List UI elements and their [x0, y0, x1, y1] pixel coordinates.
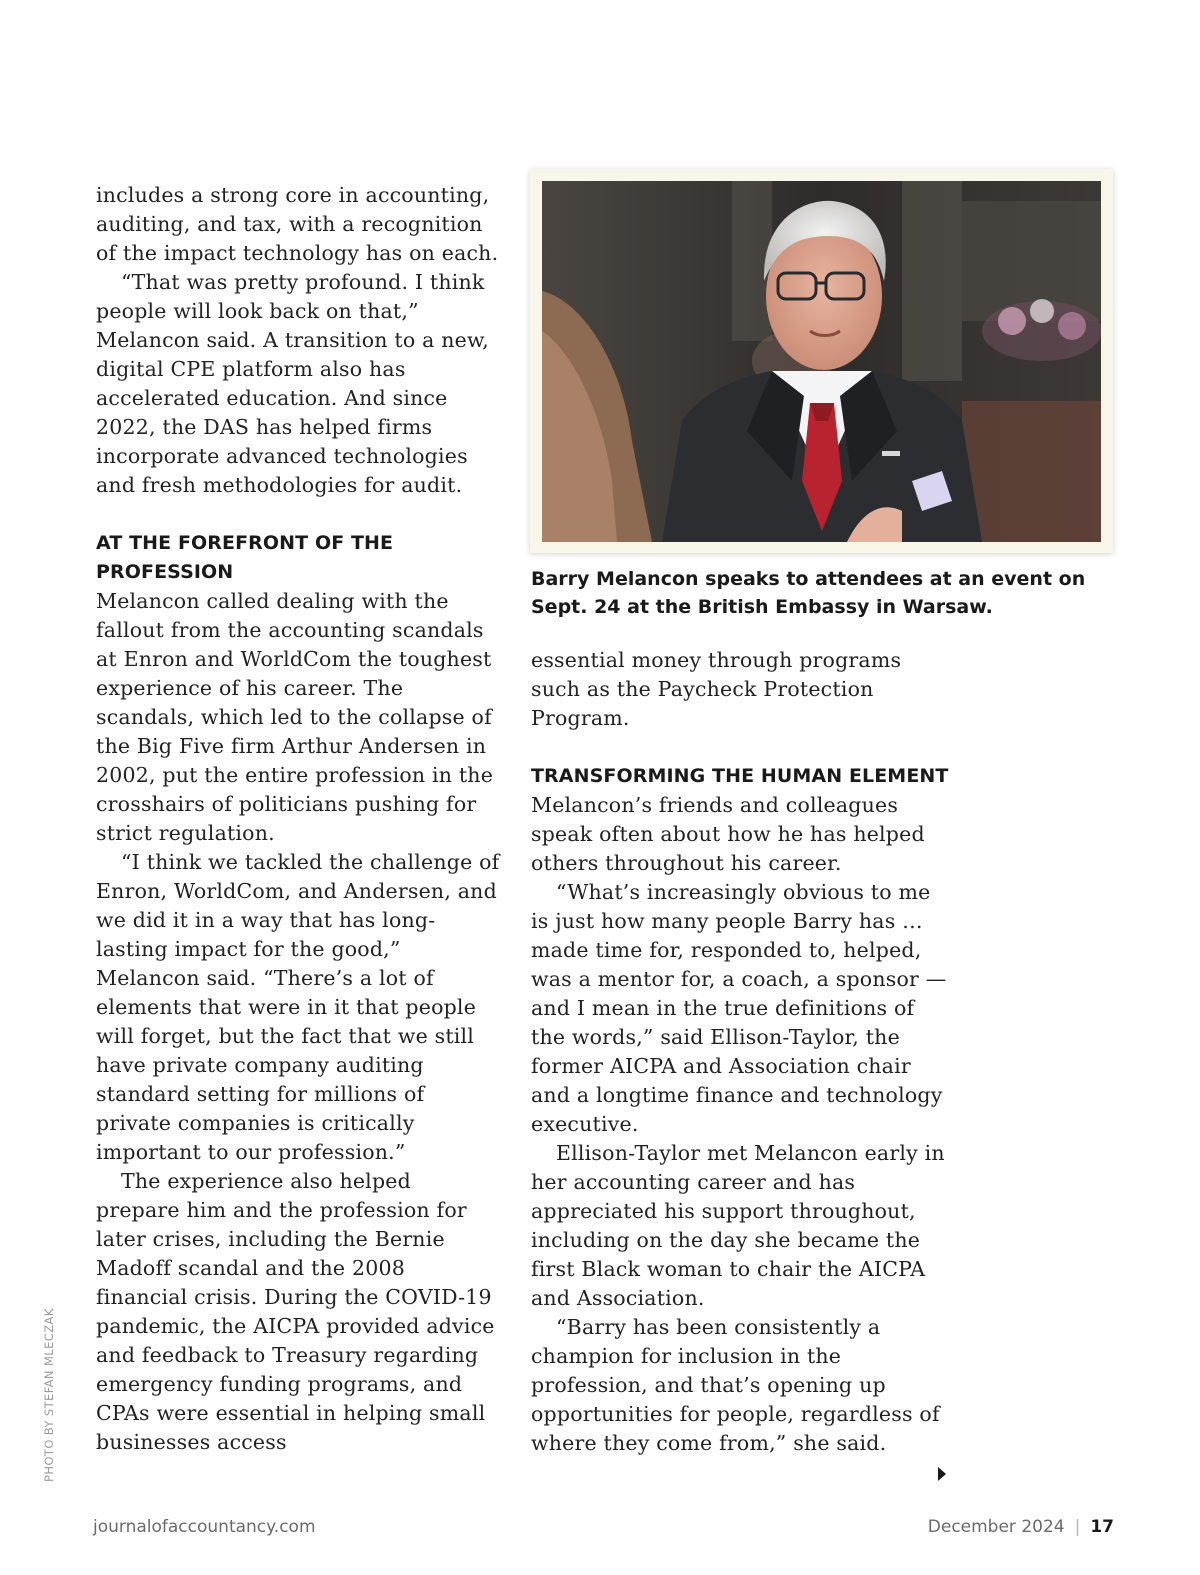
footer-website: journalofaccountancy.com: [93, 1517, 316, 1537]
photo-caption: Barry Melancon speaks to attendees at an event on Sept. 24 at the British Embassy in Warsaw.: [531, 568, 1086, 618]
paragraph: Melancon called dealing with the fallout from the accounting scandals at Enron and WorldCom the toughest experience of his career. The scandals, which led to the collapse of the Big Five firm Arthur Andersen in 2002, put the entire profession in the crosshairs of politicians pushing for strict regulation.: [96, 589, 494, 845]
paragraph: Melancon’s friends and colleagues speak often about how he has helped others throughout his career.: [531, 793, 925, 875]
photo-frame: [530, 169, 1113, 553]
article-column-left: [96, 181, 501, 1457]
section-heading: AT THE FOREFRONT OF THE PROFESSION: [96, 532, 394, 583]
paragraph: Ellison-Taylor met Melancon early in her accounting career and has appreciated his support throughout, including on the day she became the first Black woman to chair the AICPA and Association.: [531, 1141, 945, 1310]
story-continues-arrow-icon: [938, 1467, 946, 1481]
photo-credit: PHOTO BY STEFAN MLECZAK: [42, 1308, 56, 1482]
paragraph: The experience also helped prepare him and the profession for later crises, including the Bernie Madoff scandal and the 2008 financial crisis. During the COVID-19 pandemic, the AICPA provided advice and feedback to Treasury regarding emergency funding programs, and CPAs were essential in helping small businesses access: [96, 1169, 495, 1454]
section-heading: TRANSFORMING THE HUMAN ELEMENT: [531, 765, 949, 787]
paragraph: essential money through programs such as the Paycheck Protection Program.: [531, 648, 902, 730]
article-column-right: [531, 646, 951, 1458]
footer-date: December 2024: [927, 1517, 1065, 1537]
paragraph: includes a strong core in accounting, auditing, and tax, with a recognition of the impact technology has on each.: [96, 183, 499, 265]
paragraph: “I think we tackled the challenge of Enron, WorldCom, and Andersen, and we did it in a way that has long-lasting impact for the good,” Melancon said. “There’s a lot of elements that were in it that people will forget, but the fact that we still have private company auditing standard setting for millions of private companies is critically important to our profession.”: [96, 850, 500, 1164]
paragraph: “Barry has been consistently a champion for inclusion in the profession, and that’s opening up opportunities for people, regardless of where they come from,” she said.: [531, 1315, 940, 1455]
page-number: 17: [1090, 1517, 1114, 1537]
footer-separator: |: [1074, 1517, 1081, 1537]
portrait-illustration: [542, 181, 1101, 542]
footer-folio: [928, 1517, 1114, 1537]
paragraph: “What’s increasingly obvious to me is just how many people Barry has … made time for, responded to, helped, was a mentor for, a coach, a sponsor — and I mean in the true definitions of the words,” said Ellison-Taylor, the former AICPA and Association chair and a longtime finance and technology executive.: [531, 880, 947, 1136]
portrait-photo: [542, 181, 1101, 542]
paragraph: “That was pretty profound. I think people will look back on that,” Melancon said. A transition to a new, digital CPE platform also has accelerated education. And since 2022, the DAS has helped firms incorporate advanced technologies and fresh methodologies for audit.: [96, 270, 490, 497]
